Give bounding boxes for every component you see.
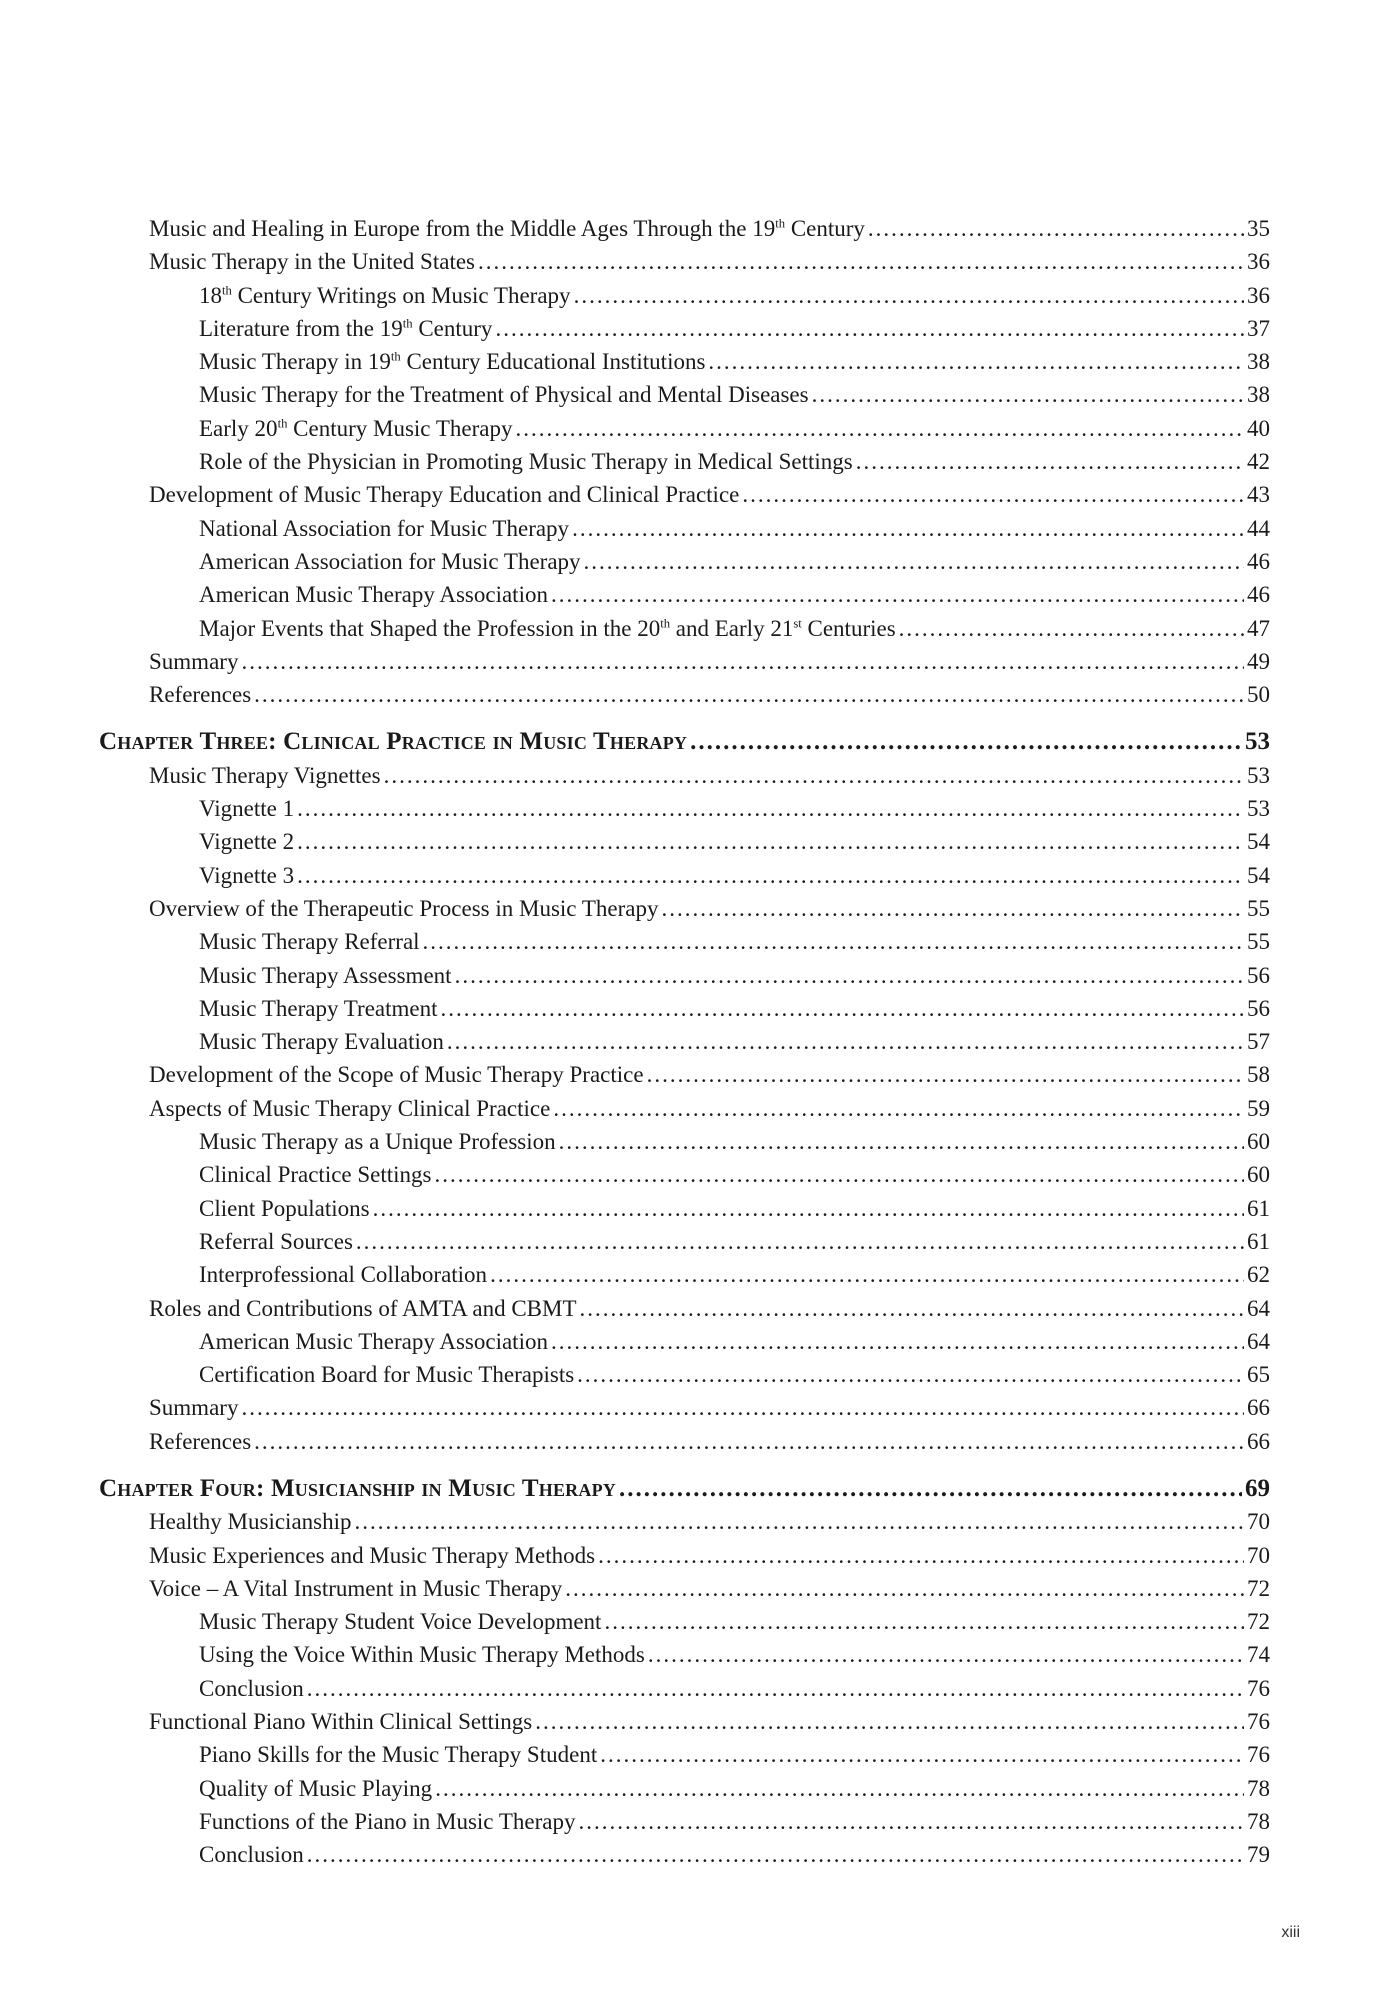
dot-leader	[868, 212, 1244, 245]
dot-leader	[598, 1539, 1244, 1572]
toc-entry	[149, 212, 1270, 245]
dot-leader	[565, 1572, 1244, 1605]
dot-leader	[241, 645, 1244, 678]
dot-leader	[455, 959, 1244, 992]
toc-entry-title: Aspects of Music Therapy Clinical Practice	[149, 1095, 551, 1121]
toc-page-number: 58	[1247, 1062, 1270, 1088]
toc-entry	[199, 1225, 1270, 1258]
toc-page-number: 44	[1247, 515, 1270, 541]
toc-entry-title: Summary	[149, 1395, 239, 1421]
dot-leader	[551, 578, 1244, 611]
dot-leader	[435, 1158, 1244, 1191]
dot-leader	[241, 1391, 1244, 1424]
dot-leader	[600, 1738, 1244, 1771]
dot-leader	[373, 1192, 1244, 1225]
toc-entry-title: Vignette 1	[199, 796, 295, 822]
dot-leader	[307, 1672, 1244, 1705]
toc-entry-title: Music and Healing in Europe from the Middle Ages Through the 19th Century	[149, 216, 865, 241]
toc-entry-title: Conclusion	[199, 1842, 304, 1868]
toc-entry	[149, 678, 1270, 711]
toc-entry	[199, 1672, 1270, 1705]
toc-page-number: 61	[1247, 1195, 1270, 1221]
dot-leader	[580, 1292, 1245, 1325]
toc-page-number: 53	[1247, 796, 1270, 822]
toc-entry-title: Quality of Music Playing	[199, 1775, 433, 1801]
toc-entry	[199, 512, 1270, 545]
toc-entry-title: Client Populations	[199, 1195, 370, 1221]
toc-entry	[149, 1391, 1270, 1424]
toc-entry	[199, 1025, 1270, 1058]
dot-leader	[254, 1425, 1244, 1458]
dot-leader	[515, 412, 1244, 445]
toc-entry-title: Vignette 2	[199, 829, 295, 855]
toc-entry	[199, 445, 1270, 478]
toc-entry	[199, 612, 1270, 645]
dot-leader	[254, 678, 1244, 711]
toc-page-number: 56	[1247, 995, 1270, 1021]
toc-entry-title: Music Therapy in 19th Century Educational Institutions	[199, 349, 706, 375]
toc-page-number: 46	[1247, 582, 1270, 608]
dot-leader	[899, 612, 1244, 645]
dot-leader	[578, 1805, 1244, 1838]
toc-entry	[199, 1838, 1270, 1871]
toc-entry-title: Chapter Four: Musicianship in Music Therapy	[99, 1474, 616, 1502]
toc-entry	[199, 1258, 1270, 1291]
dot-leader	[297, 792, 1244, 825]
toc-page-number: 66	[1247, 1428, 1270, 1454]
toc-page-number: 56	[1247, 962, 1270, 988]
toc-page-number: 76	[1247, 1709, 1270, 1735]
dot-leader	[742, 478, 1244, 511]
toc-entry-title: Major Events that Shaped the Profession in the 20th and Early 21st Centuries	[199, 615, 896, 641]
toc-page-number: 78	[1247, 1775, 1270, 1801]
toc-entry	[199, 825, 1270, 858]
dot-leader	[812, 378, 1244, 411]
toc-entry-title: American Association for Music Therapy	[199, 548, 581, 574]
toc-entry	[199, 1158, 1270, 1191]
toc-entry-title: Roles and Contributions of AMTA and CBMT	[149, 1295, 577, 1321]
toc-page-number: 37	[1247, 315, 1270, 341]
toc-page-number: 54	[1247, 862, 1270, 888]
toc-page-number: 72	[1247, 1609, 1270, 1635]
dot-leader	[384, 759, 1244, 792]
toc-entry-title: National Association for Music Therapy	[199, 515, 570, 541]
toc-entry	[149, 759, 1270, 792]
toc-entry	[199, 578, 1270, 611]
toc-entry	[199, 1638, 1270, 1671]
dot-leader	[604, 1605, 1244, 1638]
toc-entry	[199, 792, 1270, 825]
toc-entry-title: Music Therapy Evaluation	[199, 1029, 444, 1055]
toc-entry-title: Music Therapy Vignettes	[149, 762, 381, 788]
toc-entry-title: 18th Century Writings on Music Therapy	[199, 282, 571, 308]
toc-entry	[149, 1539, 1270, 1572]
toc-entry	[199, 312, 1270, 345]
toc-entry-title: Music Therapy Assessment	[199, 962, 452, 988]
dot-leader	[553, 1092, 1244, 1125]
toc-entry	[199, 378, 1270, 411]
toc-page-number: 43	[1247, 482, 1270, 508]
toc-entry	[149, 478, 1270, 511]
toc-entry-title: Music Experiences and Music Therapy Methods	[149, 1542, 596, 1568]
toc-entry	[199, 279, 1270, 312]
toc-page-number: 60	[1247, 1129, 1270, 1155]
toc-entry-title: Vignette 3	[199, 862, 295, 888]
toc-entry-title: Overview of the Therapeutic Process in Music Therapy	[149, 895, 659, 921]
toc-entry-title: Development of Music Therapy Education and Clinical Practice	[149, 482, 740, 508]
toc-page-number: 38	[1247, 349, 1270, 375]
dot-leader	[559, 1125, 1244, 1158]
toc-page-number: 64	[1247, 1328, 1270, 1354]
toc-entry-title: Role of the Physician in Promoting Music Therapy in Medical Settings	[199, 449, 853, 475]
toc-page-number: 55	[1247, 929, 1270, 955]
toc-page-number: 38	[1247, 382, 1270, 408]
toc-entry	[149, 1292, 1270, 1325]
toc-entry	[149, 1572, 1270, 1605]
toc-page-number: 36	[1247, 282, 1270, 308]
page-folio: xiii	[1281, 1924, 1300, 1941]
toc-entry-title: Music Therapy Treatment	[199, 995, 438, 1021]
toc-entry	[149, 1092, 1270, 1125]
toc-entry	[199, 1605, 1270, 1638]
toc-entry-title: Music Therapy for the Treatment of Physical and Mental Diseases	[199, 382, 809, 408]
toc-entry-title: Using the Voice Within Music Therapy Methods	[199, 1642, 645, 1668]
toc-entry-title: Clinical Practice Settings	[199, 1162, 432, 1188]
dot-leader	[648, 1638, 1244, 1671]
dot-leader	[574, 279, 1244, 312]
dot-leader	[577, 1358, 1244, 1391]
toc-entry	[199, 545, 1270, 578]
toc-entry-title: Music Therapy as a Unique Profession	[199, 1129, 556, 1155]
toc-entry	[149, 245, 1270, 278]
toc-page-number: 46	[1247, 548, 1270, 574]
dot-leader	[478, 245, 1244, 278]
toc-page-number: 66	[1247, 1395, 1270, 1421]
toc-entry-title: Conclusion	[199, 1675, 304, 1701]
toc-page-number: 36	[1247, 249, 1270, 275]
toc-entry	[199, 345, 1270, 378]
toc-entry	[199, 925, 1270, 958]
toc-entry	[149, 1705, 1270, 1738]
dot-leader	[647, 1058, 1244, 1091]
toc-entry-title: Music Therapy in the United States	[149, 249, 475, 275]
toc-page-number: 55	[1247, 895, 1270, 921]
toc-entry-title: American Music Therapy Association	[199, 582, 548, 608]
toc-entry-title: Chapter Three: Clinical Practice in Music Therapy	[99, 728, 688, 756]
toc-page-number: 74	[1247, 1642, 1270, 1668]
toc-entry-title: Development of the Scope of Music Therapy Practice	[149, 1062, 644, 1088]
toc-entry-title: Interprofessional Collaboration	[199, 1262, 488, 1288]
toc-page-number: 50	[1247, 682, 1270, 708]
toc-entry	[149, 1058, 1270, 1091]
toc-entry	[199, 412, 1270, 445]
dot-leader	[584, 545, 1244, 578]
toc-page-number: 59	[1247, 1095, 1270, 1121]
dot-leader	[447, 1025, 1244, 1058]
dot-leader	[435, 1772, 1244, 1805]
dot-leader	[495, 312, 1244, 345]
toc-entry-title: Healthy Musicianship	[149, 1509, 352, 1535]
dot-leader	[572, 512, 1244, 545]
toc-entry-title: Early 20th Century Music Therapy	[199, 415, 513, 441]
dot-leader	[297, 825, 1244, 858]
toc-page-number: 47	[1247, 615, 1270, 641]
toc-page-number: 61	[1247, 1228, 1270, 1254]
toc-chapter-heading	[99, 1472, 1270, 1505]
toc-page-number: 35	[1247, 216, 1270, 241]
dot-leader	[551, 1325, 1244, 1358]
toc-page-number: 49	[1247, 648, 1270, 674]
toc-entry	[149, 645, 1270, 678]
dot-leader	[356, 1225, 1244, 1258]
toc-entry	[199, 959, 1270, 992]
toc-entry	[199, 992, 1270, 1025]
toc-page-number: 69	[1245, 1474, 1270, 1502]
dot-leader	[535, 1705, 1244, 1738]
table-of-contents	[0, 212, 1400, 1872]
toc-page-number: 70	[1247, 1509, 1270, 1535]
toc-page-number: 78	[1247, 1808, 1270, 1834]
toc-entry-title: References	[149, 682, 252, 708]
toc-entry	[149, 1505, 1270, 1538]
toc-entry	[199, 1192, 1270, 1225]
toc-entry-title: Functional Piano Within Clinical Settings	[149, 1709, 533, 1735]
toc-entry	[149, 892, 1270, 925]
toc-entry	[199, 1325, 1270, 1358]
dot-leader	[307, 1838, 1244, 1871]
toc-page-number: 64	[1247, 1295, 1270, 1321]
toc-page-number: 76	[1247, 1675, 1270, 1701]
toc-page-number: 54	[1247, 829, 1270, 855]
toc-page-number: 72	[1247, 1575, 1270, 1601]
toc-entry	[199, 1738, 1270, 1771]
dot-leader	[441, 992, 1245, 1025]
dot-leader	[423, 925, 1244, 958]
toc-page-number: 62	[1247, 1262, 1270, 1288]
toc-entry-title: References	[149, 1428, 252, 1454]
dot-leader	[297, 859, 1244, 892]
dot-leader	[661, 892, 1244, 925]
toc-entry	[199, 1358, 1270, 1391]
toc-entry-title: Summary	[149, 648, 239, 674]
toc-entry-title: Referral Sources	[199, 1228, 353, 1254]
toc-entry-title: Piano Skills for the Music Therapy Student	[199, 1742, 598, 1768]
toc-entry-title: Music Therapy Referral	[199, 929, 420, 955]
toc-page-number: 65	[1247, 1362, 1270, 1388]
toc-entry	[199, 859, 1270, 892]
toc-entry-title: Music Therapy Student Voice Development	[199, 1609, 602, 1635]
toc-page-number: 40	[1247, 415, 1270, 441]
toc-page-number: 53	[1247, 762, 1270, 788]
dot-leader	[355, 1505, 1245, 1538]
toc-entry-title: Certification Board for Music Therapists	[199, 1362, 575, 1388]
toc-page-number: 60	[1247, 1162, 1270, 1188]
dot-leader	[619, 1472, 1242, 1505]
toc-page-number: 42	[1247, 449, 1270, 475]
toc-entry-title: Voice – A Vital Instrument in Music Therapy	[149, 1575, 563, 1601]
dot-leader	[690, 725, 1242, 758]
toc-page-number: 53	[1245, 728, 1270, 756]
toc-entry-title: American Music Therapy Association	[199, 1328, 548, 1354]
toc-entry	[149, 1425, 1270, 1458]
toc-entry	[199, 1805, 1270, 1838]
dot-leader	[490, 1258, 1244, 1291]
toc-page-number: 79	[1247, 1842, 1270, 1868]
toc-entry	[199, 1125, 1270, 1158]
dot-leader	[856, 445, 1244, 478]
toc-entry-title: Functions of the Piano in Music Therapy	[199, 1808, 576, 1834]
dot-leader	[708, 345, 1244, 378]
toc-entry-title: Literature from the 19th Century	[199, 315, 493, 341]
toc-page-number: 76	[1247, 1742, 1270, 1768]
toc-entry	[199, 1772, 1270, 1805]
toc-page-number: 57	[1247, 1029, 1270, 1055]
toc-chapter-heading	[99, 725, 1270, 758]
toc-page-number: 70	[1247, 1542, 1270, 1568]
